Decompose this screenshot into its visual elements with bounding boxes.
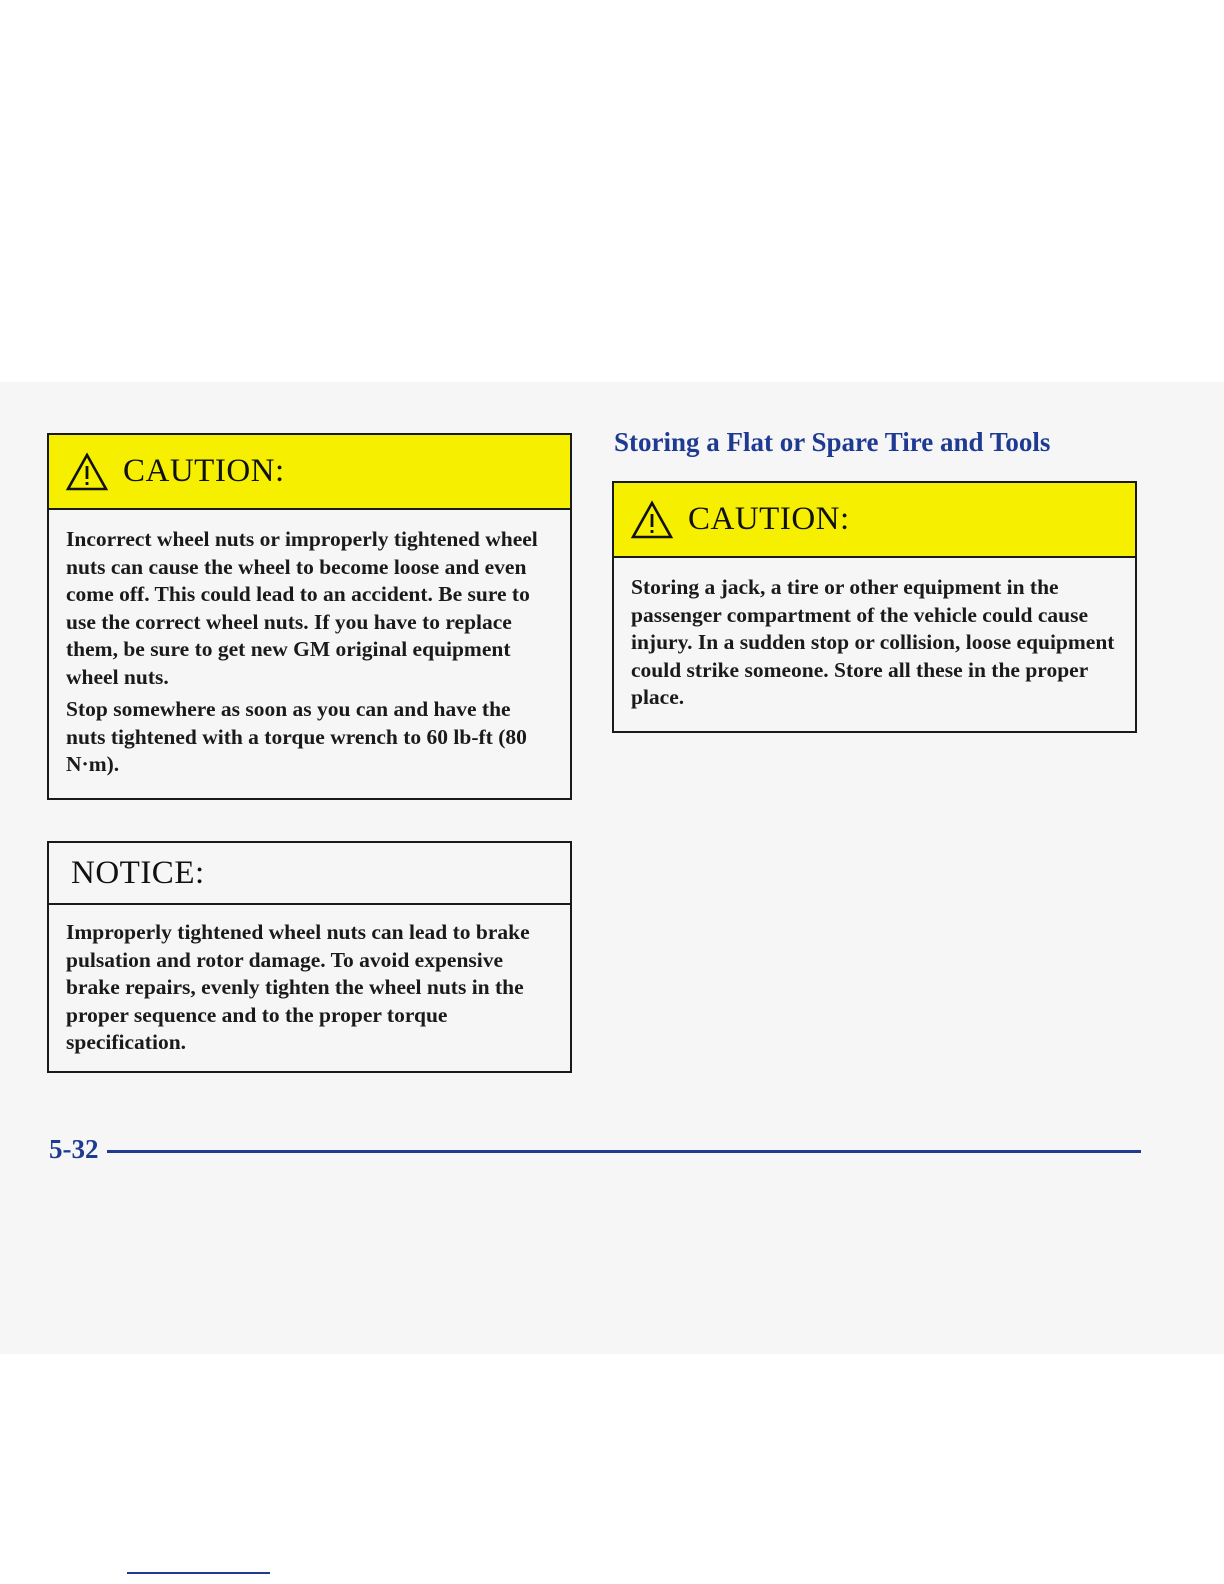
- caution-header: [614, 483, 1135, 558]
- notice-paragraph: Improperly tightened wheel nuts can lead to brake pulsation and rotor damage. To avoid expensive brake repairs, evenly tighten the wheel nuts in the proper sequence and to the proper torque specification.: [66, 920, 530, 1054]
- caution-label: CAUTION:: [688, 501, 850, 537]
- page-footer: [49, 1134, 1141, 1165]
- caution-body: [614, 558, 1135, 733]
- notice-header: [49, 843, 570, 905]
- caution-paragraph: Storing a jack, a tire or other equipment in the passenger compartment of the vehicle could cause injury. In a sudden stop or collision, loose equipment could strike someone. Store all these in the proper place.: [631, 575, 1115, 709]
- section-heading: Storing a Flat or Spare Tire and Tools: [614, 427, 1051, 457]
- warning-triangle-icon: [630, 500, 674, 540]
- notice-label: NOTICE:: [71, 854, 205, 891]
- caution-box-wheel-nuts: [47, 433, 572, 800]
- caution-box-storing: [612, 481, 1137, 733]
- caution-header: [49, 435, 570, 510]
- notice-body: [49, 905, 570, 1078]
- caution-body: [49, 510, 570, 800]
- caution-paragraph: Incorrect wheel nuts or improperly tightened wheel nuts can cause the wheel to become loose and even come off. This could lead to an accident. Be sure to use the correct wheel nuts. If you have to replace them, be sure to get new GM original equipment wheel nuts.: [66, 527, 538, 689]
- footer-rule: [107, 1150, 1142, 1153]
- page-number: 5-32: [49, 1134, 99, 1164]
- caution-label: CAUTION:: [123, 453, 285, 489]
- bottom-rule: [127, 1572, 270, 1574]
- notice-box-wheel-nuts: [47, 841, 572, 1073]
- warning-triangle-icon: [65, 452, 109, 492]
- caution-paragraph: Stop somewhere as soon as you can and have the nuts tightened with a torque wrench to 60 lb-ft (80 N·m).: [66, 697, 527, 776]
